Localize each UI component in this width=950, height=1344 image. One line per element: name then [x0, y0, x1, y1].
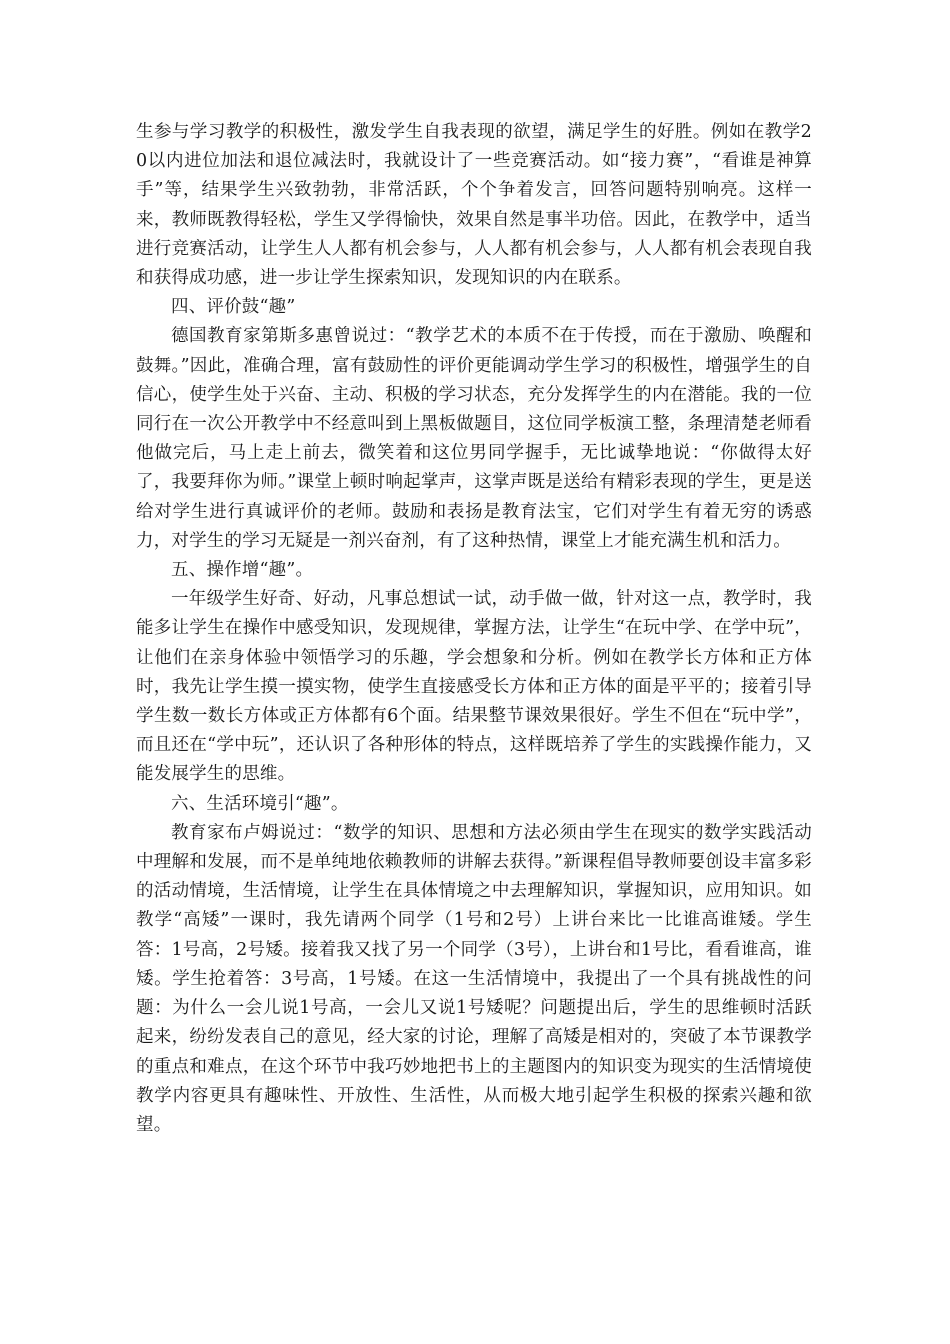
document-page: [136, 118, 812, 1140]
body-paragraph-operation: 一年级学生好奇、好动，凡事总想试一试，动手做一做，针对这一点，教学时，我能多让学生在操作中感受知识，发现规律，掌握方法，让学生“在玩中学、在学中玩”，让他们在亲身体验中领悟学习的乐趣，学会想象和分析。例如在教学长方体和正方体时，我先让学生摸一摸实物，使学生直接感受长方体和正方体的面是平平的；接着引导学生数一数长方体或正方体都有6个面。结果整节课效果很好。学生不但在“玩中学”，而且还在“学中玩”，还认识了各种形体的特点，这样既培养了学生的实践操作能力，又能发展学生的思维。: [136, 589, 812, 785]
body-paragraph-life-environment: 教育家布卢姆说过：“数学的知识、思想和方法必须由学生在现实的数学实践活动中理解和发展，而不是单纯地依赖教师的讲解去获得。”新课程倡导教师要创设丰富多彩的活动情境，生活情境，让学生在具体情境之中去理解知识，掌握知识，应用知识。如教学“高矮”一课时，我先请两个同学（1号和2号）上讲台来比一比谁高谁矮。学生答：1号高，2号矮。接着我又找了另一个同学（3号），上讲台和1号比，看看谁高，谁矮。学生抢着答：3号高，1号矮。在这一生活情境中，我提出了一个具有挑战性的问题：为什么一会儿说1号高，一会儿又说1号矮呢？问题提出后，学生的思维顿时活跃起来，纷纷发表自己的意见，经大家的讨论，理解了高矮是相对的，突破了本节课教学的重点和难点，在这个环节中我巧妙地把书上的主题图内的知识变为现实的生活情境使教学内容更具有趣味性、开放性、生活性，从而极大地引起学生积极的探索兴趣和欲望。: [136, 822, 812, 1135]
section-heading-evaluation: 四、评价鼓“趣”: [171, 297, 296, 318]
body-paragraph-evaluation: 德国教育家第斯多惠曾说过：“教学艺术的本质不在于传授，而在于激励、唤醒和鼓舞。”因此，准确合理，富有鼓励性的评价更能调动学生学习的积极性，增强学生的自信心，使学生处于兴奋、主动、积极的学习状态，充分发挥学生的内在潜能。我的一位同行在一次公开教学中不经意叫到上黑板做题目，这位同学板演工整，条理清楚老师看他做完后，马上走上前去，微笑着和这位男同学握手，无比诚挚地说：“你做得太好了，我要拜你为师。”课堂上顿时响起掌声，这掌声既是送给有精彩表现的学生，更是送给对学生进行真诚评价的老师。鼓励和表扬是教育法宝，它们对学生有着无穷的诱惑力，对学生的学习无疑是一剂兴奋剂，有了这种热情，课堂上才能充满生机和活力。: [136, 326, 812, 551]
section-heading-operation: 五、操作增“趣”。: [171, 560, 314, 581]
section-heading-life-environment: 六、生活环境引“趣”。: [171, 793, 349, 814]
body-paragraph-continuation: 生参与学习教学的积极性，激发学生自我表现的欲望，满足学生的好胜。例如在教学20以内进位加法和退位减法时，我就设计了一些竞赛活动。如“接力赛”，“看谁是神算手”等，结果学生兴致勃勃，非常活跃，个个争着发言，回答问题特别响亮。这样一来，教师既教得轻松，学生又学得愉快，效果自然是事半功倍。因此，在教学中，适当进行竞赛活动，让学生人人都有机会参与，人人都有机会参与，人人都有机会表现自我和获得成功感，进一步让学生探索知识，发现知识的内在联系。: [136, 122, 812, 289]
